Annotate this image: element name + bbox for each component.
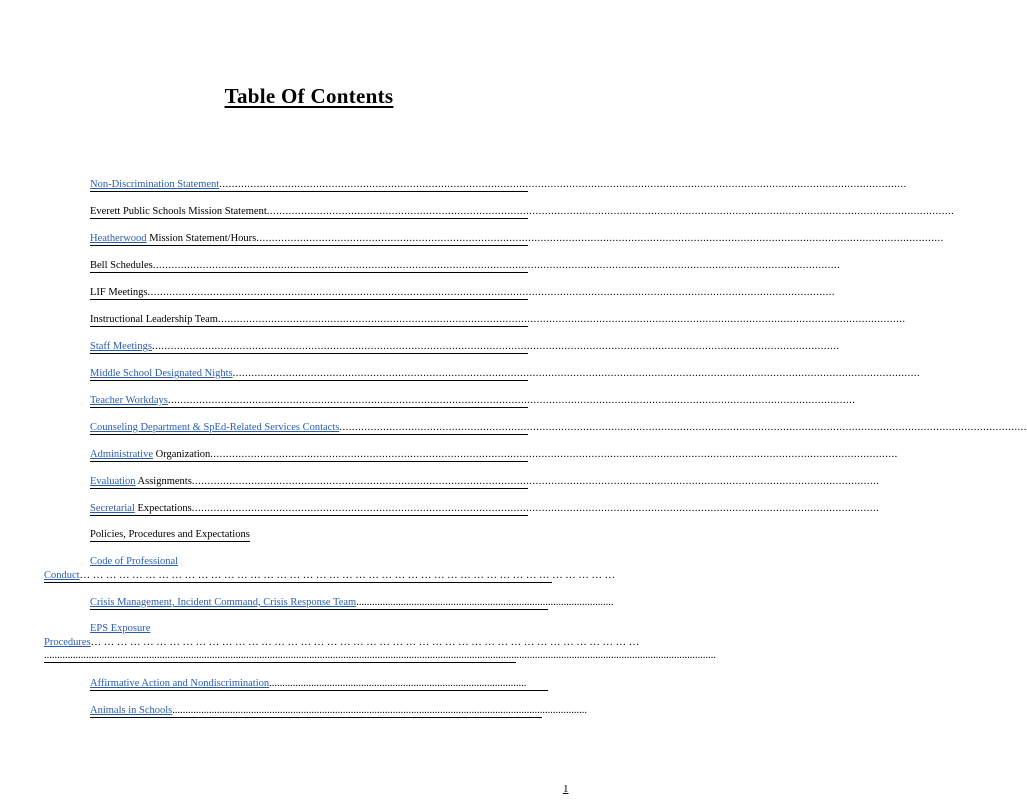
toc-entry[interactable]: [90, 448, 898, 462]
toc-entry[interactable]: [90, 313, 906, 327]
dot-leader: … … … … … … … … … … … … … … … … … … … … … … … … … … … … … … … … … … … … … … … … …: [79, 570, 616, 581]
dot-leader: ............................................................................................................................................................................................................................: [152, 260, 841, 271]
dot-leader: ............................................................................................................................................................................................................................: [266, 206, 955, 217]
policies-heading: Policies, Procedures and Expectations: [90, 529, 250, 540]
toc-entry-crisis[interactable]: [90, 596, 614, 610]
dot-leader: ............................................................................................................................................................................................................................: [151, 341, 840, 352]
toc-entry-affirmative-action[interactable]: [90, 677, 548, 691]
toc-entry-animals[interactable]: [90, 704, 588, 718]
toc-entry[interactable]: [90, 232, 944, 246]
dot-leader: ............................................................................................................................................................................................................................: [191, 503, 880, 514]
dot-leader: ..................................................................................................: [269, 678, 527, 689]
page-number: 1: [563, 783, 569, 795]
toc-entry-text: Bell Schedules: [90, 260, 153, 271]
toc-entry-link[interactable]: Counseling Department & SpEd-Related Services Contacts: [90, 422, 340, 433]
dot-leader: ..............................................................................................................................................................: [172, 705, 588, 716]
toc-entry-link[interactable]: Administrative: [90, 449, 153, 460]
page-title: Table Of Contents: [224, 84, 394, 108]
dot-leader: … … … … … … … … … … … … … … … … … … … … … … … … … … … … … … … … … … … … … … … … … …: [90, 637, 640, 648]
animals-link[interactable]: Animals in Schools: [90, 705, 173, 716]
dot-leader: ............................................................................................................................................................................................................................: [339, 422, 1027, 433]
affirmative-action-link[interactable]: Affirmative Action and Nondiscrimination: [90, 678, 270, 689]
eps-exposure-continuation: [44, 649, 716, 663]
dot-leader: ................................................................................................................................................................................................................................................................: [44, 650, 716, 661]
crisis-link[interactable]: Crisis Management, Incident Command, Crisis Response Team: [90, 597, 357, 608]
toc-entry[interactable]: [90, 367, 921, 381]
toc-entry[interactable]: [90, 178, 907, 192]
toc-entry-link[interactable]: Non-Discrimination Statement: [90, 179, 220, 190]
code-of-conduct-link-line2[interactable]: Conduct: [44, 570, 80, 581]
toc-entry-text: Assignments: [135, 476, 192, 487]
toc-entry-text: Organization: [153, 449, 211, 460]
dot-leader: ............................................................................................................................................................................................................................: [167, 395, 856, 406]
toc-entry-link[interactable]: Heatherwood: [90, 233, 147, 244]
toc-entry[interactable]: [90, 286, 835, 300]
toc-entry-text: Expectations: [134, 503, 192, 514]
dot-leader: ............................................................................................................................................................................................................................: [147, 287, 835, 298]
dot-leader: ............................................................................................................................................................................................................................: [256, 233, 944, 244]
code-of-conduct-link-line1[interactable]: Code of Professional: [90, 556, 179, 567]
toc-entry[interactable]: [90, 394, 856, 408]
dot-leader: ............................................................................................................................................................................................................................: [217, 314, 906, 325]
toc-entry[interactable]: [90, 421, 1027, 435]
toc-entry-text: LIF Meetings: [90, 287, 148, 298]
toc-entry[interactable]: [90, 502, 880, 516]
toc-entry[interactable]: [90, 205, 955, 219]
dot-leader: ............................................................................................................................................................................................................................: [219, 179, 907, 190]
toc-entry-link[interactable]: Teacher Workdays: [90, 395, 168, 406]
toc-entry-link[interactable]: Secretarial: [90, 503, 135, 514]
toc-entry-code-of-conduct[interactable]: [44, 569, 616, 583]
dot-leader: ............................................................................................................................................................................................................................: [210, 449, 898, 460]
toc-entry-text: Mission Statement/Hours: [146, 233, 257, 244]
toc-entry[interactable]: [90, 475, 880, 489]
toc-entry[interactable]: [90, 259, 841, 273]
toc-entry-link[interactable]: Evaluation: [90, 476, 136, 487]
toc-entry-eps-exposure[interactable]: [44, 636, 640, 649]
toc-entry-link[interactable]: Middle School Designated Nights: [90, 368, 233, 379]
dot-leader: ..................................................................................................: [356, 597, 614, 608]
toc-entry[interactable]: [90, 340, 840, 354]
dot-leader: ............................................................................................................................................................................................................................: [232, 368, 921, 379]
toc-entry-text: Everett Public Schools Mission Statement: [90, 206, 267, 217]
toc-entry-link[interactable]: Staff Meetings: [90, 341, 152, 352]
eps-exposure-link-line1[interactable]: EPS Exposure: [90, 623, 151, 634]
toc-entry-text: Instructional Leadership Team: [90, 314, 218, 325]
dot-leader: ............................................................................................................................................................................................................................: [191, 476, 880, 487]
eps-exposure-link-line2[interactable]: Procedures: [44, 637, 91, 648]
